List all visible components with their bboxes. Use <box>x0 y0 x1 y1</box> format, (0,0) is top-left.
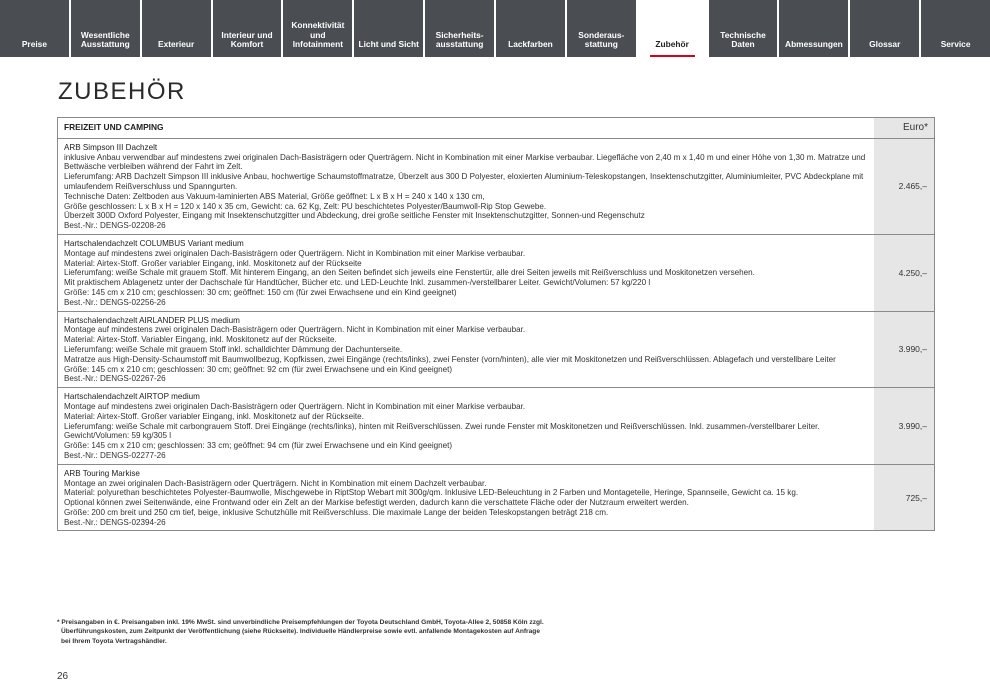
table-row <box>58 464 934 531</box>
tab-lackfarben[interactable]: Lackfarben <box>496 0 565 57</box>
tab-technische-daten[interactable]: Technische Daten <box>709 0 778 57</box>
item-description-line: Lieferumfang: weiße Schale mit grauem Stoff. Mit hinterem Eingang, an den Seiten befindet sich jeweils eine Fenstertür, alle drei Seiten jeweils mit Reißverschluss und Moskitonetzen versehen. <box>64 268 755 278</box>
item-description-line: Montage an zwei originalen Dach-Basisträgern oder Querträgern. Nicht in Kombination mit einem Dachzelt verbaubar. <box>64 478 487 488</box>
item-description-line: Größe: 200 cm breit und 250 cm tief, beige, inklusive Schutzhülle mit Reißverschluss. Die maximale Lange der beiden Teleskopstangen beträgt 218 cm. <box>64 507 609 517</box>
item-description <box>58 465 874 531</box>
tab-zubehoer[interactable]: Zubehör <box>638 0 707 57</box>
item-description-line: Optional können zwei Seitenwände, eine Frontwand oder ein Zelt an der Markise befestigt werden, dadurch kann die verschattete Fläche oder der Nutzraum erweitert werden. <box>64 498 689 508</box>
item-title: ARB Touring Markise <box>64 468 140 478</box>
item-price: 725,– <box>874 465 934 531</box>
item-title: Hartschalendachzelt COLUMBUS Variant medium <box>64 238 244 248</box>
item-description-line: inklusive Anbau verwendbar auf mindestens zwei originalen Dach-Basisträgern oder Querträgern. Nicht in Kombination mit einer Markise verbaubar. Liegefläche von 2,40 m x 1,40 m und einer Höhe von 1,30 m. Matratze und Bettwäsche verbleiben während der Fahrt im Zelt. <box>64 152 866 172</box>
tab-konnektivitaet[interactable]: Konnektivität und Infotainment <box>283 0 352 57</box>
item-description-line: Best.-Nr.: DENGS-02208-26 <box>64 221 166 231</box>
tab-licht-sicht[interactable]: Licht und Sicht <box>354 0 423 57</box>
item-description-line: Material: Airtex-Stoff. Variabler Eingang, inkl. Moskitonetz auf der Rückseite. <box>64 335 337 345</box>
item-description-line: Lieferumfang: weiße Schale mit carbongrauem Stoff. Drei Eingänge (rechts/links), hinten mit Reißverschlüssen. Zwei runde Fenster mit Moskitonetzen und Reißverschlüssen. Inkl. zusammen-/verstellbarer Leiter. <box>64 421 820 431</box>
item-price: 3.990,– <box>874 388 934 464</box>
page-title: ZUBEHÖR <box>58 78 186 105</box>
table-row <box>58 234 934 311</box>
item-description-line: Montage auf mindestens zwei originalen Dach-Basisträgern oder Querträgern. Nicht in Kombination mit einer Markise verbaubar. <box>64 325 526 335</box>
price-footnote <box>57 618 617 646</box>
tab-glossar[interactable]: Glossar <box>850 0 919 57</box>
item-description-line: Mit praktischem Ablagenetz unter der Dachschale für Handtücher, Bücher etc. und LED-Leuchte Inkl. zusammen-/verstellbarer Leiter. Gewicht/Volumen: 57 kg/220 l <box>64 278 651 288</box>
footnote-line: bei Ihrem Toyota Vertragshändler. <box>61 637 167 645</box>
footnote-line: * Preisangaben in €. Preisangaben inkl. 19% MwSt. sind unverbindliche Preisempfehlungen der Toyota Deutschland GmbH, Toyota-Allee 2, 50858 Köln zzgl. <box>57 619 544 626</box>
tab-sicherheitsausstattung[interactable]: Sicherheits- ausstattung <box>425 0 494 57</box>
tab-wesentliche-ausstattung[interactable]: Wesentliche Ausstattung <box>71 0 140 57</box>
item-description <box>58 139 874 234</box>
item-price: 2.465,– <box>874 139 934 234</box>
table-header-row <box>58 118 934 138</box>
item-description-line: Größe: 145 cm x 210 cm; geschlossen: 30 cm; geöffnet: 150 cm (für zwei Erwachsene und ein Kind geeignet) <box>64 287 457 297</box>
tab-preise[interactable]: Preise <box>0 0 69 57</box>
table-row <box>58 311 934 388</box>
item-description-line: Größe: 145 cm x 210 cm; geschlossen: 33 cm; geöffnet: 94 cm (für zwei Erwachsene und ein Kind geeignet) <box>64 441 453 451</box>
tab-sonderausstattung[interactable]: Sonderaus- stattung <box>567 0 636 57</box>
item-description-line: Best.-Nr.: DENGS-02256-26 <box>64 297 166 307</box>
item-description-line: Best.-Nr.: DENGS-02394-26 <box>64 517 166 527</box>
item-title: Hartschalendachzelt AIRLANDER PLUS medium <box>64 315 240 325</box>
tab-interieur-komfort[interactable]: Interieur und Komfort <box>213 0 282 57</box>
item-description-line: Material: polyurethan beschichtetes Polyester-Baumwolle, Mischgewebe in RiptStop Webart mit 300g/qm. Inklusive LED-Beleuchtung in 2 Farben und Montageteile, Heringe, Spannseile, Gewicht ca. 15 kg. <box>64 488 799 498</box>
item-description <box>58 235 874 311</box>
item-description <box>58 312 874 388</box>
section-header: FREIZEIT UND CAMPING <box>64 122 164 132</box>
item-description-line: Überzelt 300D Oxford Polyester, Eingang mit Insektenschutzgitter und Abdeckung, drei große seitliche Fenster mit Insektenschutzgitter, Sonnen-und Regenschutz <box>64 211 645 221</box>
item-title: ARB Simpson III Dachzelt <box>64 142 158 152</box>
page-number: 26 <box>57 671 69 682</box>
item-description-line: Matratze aus High-Density-Schaumstoff mit Baumwollbezug, Kopfkissen, zwei Eingänge (rechts/links), zwei Fenster (vorn/hinten), alle vier mit Moskitonetzen und Reißverschlüssen. Ablagefach und verstellbare Leiter <box>64 354 836 364</box>
item-price: 3.990,– <box>874 312 934 388</box>
item-description-line: Montage auf mindestens zwei originalen Dach-Basisträgern oder Querträgern. Nicht in Kombination mit einer Markise verbaubar. <box>64 248 526 258</box>
item-description-line: Technische Daten: Zeltboden aus Vakuum-laminierten ABS Material, Größe geöffnet: L x B x H = 240 x 140 x 130 cm, <box>64 191 485 201</box>
item-description-line: Größe geschlossen: L x B x H = 120 x 140 x 35 cm, Gewicht: ca. 62 Kg, Zelt: PU beschichtetes Polyester/Baumwoll-Rip Stop Gewebe. <box>64 201 547 211</box>
table-row <box>58 387 934 464</box>
item-description-line: Best.-Nr.: DENGS-02277-26 <box>64 450 166 460</box>
item-description <box>58 388 874 464</box>
item-description-line: Montage auf mindestens zwei originalen Dach-Basisträgern oder Querträgern. Nicht in Kombination mit einer Markise verbaubar. <box>64 401 526 411</box>
item-description-line: Material: Airtex-Stoff. Großer variabler Eingang, inkl. Moskitonetz auf der Rückseite. <box>64 411 364 421</box>
item-price: 4.250,– <box>874 235 934 311</box>
item-description-line: Lieferumfang: weiße Schale mit grauem Stoff inkl. schalldichter Dämmung der Dachunterseite. <box>64 344 403 354</box>
tab-exterieur[interactable]: Exterieur <box>142 0 211 57</box>
item-description-line: Größe: 145 cm x 210 cm; geschlossen: 30 cm; geöffnet: 92 cm (für zwei Erwachsene und ein Kind geeignet) <box>64 364 453 374</box>
item-title: Hartschalendachzelt AIRTOP medium <box>64 392 200 402</box>
table-row <box>58 138 934 234</box>
accessories-table <box>57 117 935 531</box>
top-navigation <box>0 0 990 57</box>
price-column-header: Euro* <box>874 118 934 138</box>
item-description-line: Lieferumfang: ARB Dachzelt Simpson III inklusive Anbau, hochwertige Schaumstoffmatratze, Überzelt aus 300 D Polyester, eloxierten Aluminium-Teleskopstangen, Insektenschutzgitter, Aluminiumleiter, PVC Abdeckplane mit umlaufendem Reißverschluss und Spanngurten. <box>64 172 864 191</box>
footnote-line: Überführungskosten, zum Zeitpunkt der Veröffentlichung (siehe Rückseite). Individuelle Händlerpreise sowie evtl. anfallende Montagekosten auf Anfrage <box>61 628 540 636</box>
item-description-line: Gewicht/Volumen: 59 kg/305 l <box>64 431 172 441</box>
item-description-line: Material: Airtex-Stoff. Großer variabler Eingang, inkl. Moskitonetz auf der Rückseite <box>64 258 362 268</box>
item-description-line: Best.-Nr.: DENGS-02267-26 <box>64 374 166 384</box>
tab-abmessungen[interactable]: Abmessungen <box>779 0 848 57</box>
tab-service[interactable]: Service <box>921 0 990 57</box>
